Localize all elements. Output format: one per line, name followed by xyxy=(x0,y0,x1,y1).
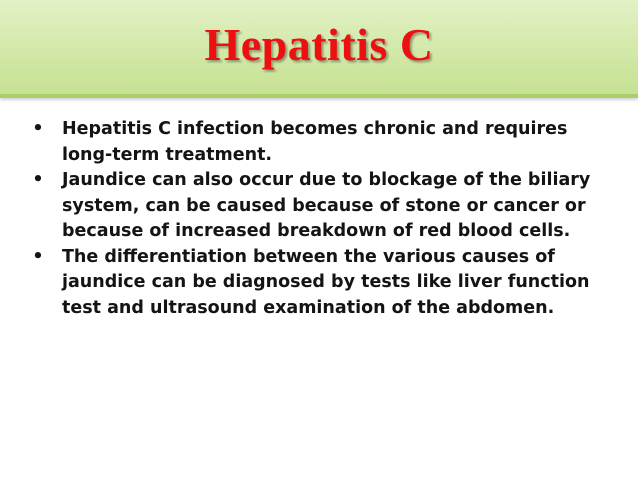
bullet-list xyxy=(30,117,605,321)
bullet-text: Jaundice can also occur due to blockage of the biliary system, can be caused because of stone or cancer or because of increased breakdown of red blood cells. xyxy=(62,170,591,241)
bullet-dot-icon: • xyxy=(32,170,44,190)
bullet-dot-icon: • xyxy=(32,246,44,267)
slide-title: Hepatitis C xyxy=(204,19,434,70)
bullet-item xyxy=(30,245,605,322)
bullet-dot-icon: • xyxy=(32,119,44,139)
bullet-text: The differentiation between the various causes of jaundice can be diagnosed by tests like liver function test and ultrasound examination of the abdomen. xyxy=(62,246,590,318)
title-band xyxy=(0,0,638,98)
bullet-text: Hepatitis C infection becomes chronic and requires long-term treatment. xyxy=(62,119,568,165)
bullet-item xyxy=(30,168,605,245)
bullet-item xyxy=(30,117,605,168)
